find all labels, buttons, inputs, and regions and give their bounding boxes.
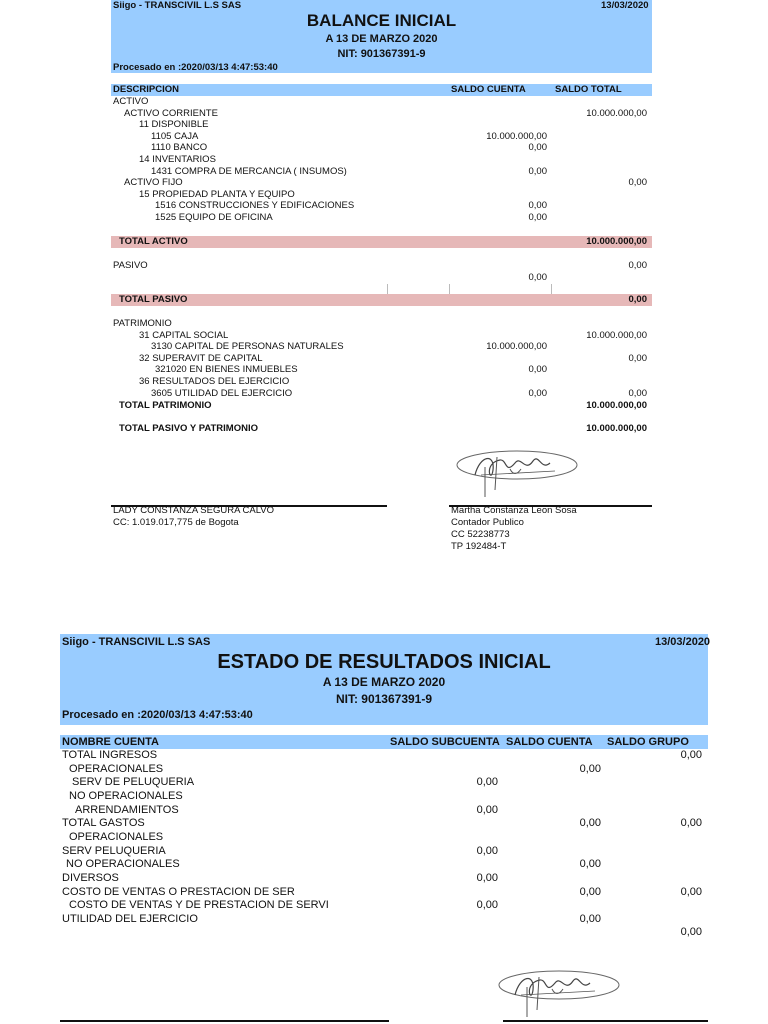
resultados-row-label: OPERACIONALES: [69, 762, 164, 775]
resultados-date: 13/03/2020: [655, 636, 711, 648]
resultados-row-label: SERV PELUQUERIA: [62, 844, 166, 857]
resultados-row-label: NO OPERACIONALES: [66, 858, 180, 871]
resultados-row-label: DIVERSOS: [62, 871, 119, 884]
balance-row-cuenta: 10.000.000,00: [486, 130, 547, 142]
total-pasivo-label: TOTAL PASIVO: [119, 294, 188, 305]
pasivo-tick-3: [551, 284, 552, 294]
resultados-subtitle: A 13 DE MARZO 2020: [322, 675, 446, 689]
balance-processed: Procesado en :2020/03/13 4:47:53:40: [113, 62, 278, 73]
resultados-row-grupo: 0,00: [680, 926, 702, 939]
resultados-row-cuenta: 0,00: [579, 762, 601, 775]
pasivo-tick-2: [449, 284, 450, 294]
balance-row-label: ACTIVO CORRIENTE: [124, 107, 218, 119]
total-patrimonio-value: 10.000.000,00: [586, 400, 647, 411]
balance-row-label: 15 PROPIEDAD PLANTA Y EQUIPO: [139, 188, 295, 200]
total-activo-value: 10.000.000,00: [586, 236, 647, 247]
pasivo-label: PASIVO: [113, 260, 148, 271]
resultados-row-label: COSTO DE VENTAS Y DE PRESTACION DE SERVI: [69, 899, 329, 912]
patrimonio-row-total: 0,00: [628, 387, 647, 399]
resultados-row-grupo: 0,00: [680, 885, 702, 898]
resultados-row-subcuenta: 0,00: [476, 803, 498, 816]
resultados-row-grupo: 0,00: [680, 749, 702, 761]
patrimonio-row-label: 32 SUPERAVIT DE CAPITAL: [139, 352, 263, 364]
resultados-row-subcuenta: 0,00: [476, 776, 498, 789]
patrimonio-row-label: 321020 EN BIENES INMUEBLES: [155, 364, 298, 376]
balance-row-cuenta: 0,00: [528, 212, 547, 223]
balance-row-label: 1110 BANCO: [151, 142, 208, 154]
balance-row-cuenta: 0,00: [528, 142, 547, 154]
signer-right-cc: CC 52238773: [451, 529, 510, 540]
resultados-row-grupo: 0,00: [680, 817, 702, 830]
signer-right-tp: TP 192484-T: [451, 541, 507, 552]
patrimonio-row-total: 10.000.000,00: [586, 329, 647, 341]
total-pasivo-value: 0,00: [628, 294, 647, 305]
signature-icon: [495, 965, 625, 1020]
total-activo-bar: [111, 236, 652, 248]
resultados-signature-line-right: [503, 1020, 708, 1022]
balance-row-label: ACTIVO FIJO: [124, 177, 183, 189]
balance-row-label: 1525 EQUIPO DE OFICINA: [155, 212, 273, 223]
balance-row-label: 1105 CAJA: [151, 130, 199, 142]
col-nombre-cuenta: NOMBRE CUENTA: [62, 736, 159, 748]
col-saldo-total: SALDO TOTAL: [555, 84, 622, 95]
pasivo-total: 0,00: [628, 260, 647, 271]
resultados-row-subcuenta: 0,00: [476, 899, 498, 912]
resultados-row-label: COSTO DE VENTAS O PRESTACION DE SER: [62, 885, 295, 898]
balance-nit: NIT: 901367391-9: [337, 48, 426, 60]
resultados-nit: NIT: 901367391-9: [335, 692, 433, 706]
resultados-company: Siigo - TRANSCIVIL L.S SAS: [62, 636, 211, 648]
signer-right-role: Contador Publico: [451, 517, 524, 528]
patrimonio-row-cuenta: 0,00: [528, 364, 547, 376]
balance-row-cuenta: 0,00: [528, 165, 547, 177]
resultados-row-cuenta: 0,00: [579, 817, 601, 830]
pasivo-tick-1: [387, 284, 388, 294]
col-descripcion: DESCRIPCION: [113, 84, 179, 95]
total-pasivo-patrimonio-label: TOTAL PASIVO Y PATRIMONIO: [119, 423, 258, 434]
pasivo-cuenta: 0,00: [528, 272, 547, 283]
col-saldo-subcuenta: SALDO SUBCUENTA: [390, 736, 500, 748]
balance-row-total: 10.000.000,00: [586, 107, 647, 119]
total-pasivo-patrimonio-value: 10.000.000,00: [586, 423, 647, 434]
balance-company: Siigo - TRANSCIVIL L.S SAS: [113, 0, 242, 11]
resultados-row-label: TOTAL INGRESOS: [62, 749, 158, 761]
resultados-row-label: TOTAL GASTOS: [62, 817, 145, 830]
resultados-row-label: OPERACIONALES: [69, 830, 164, 843]
resultados-row-cuenta: 0,00: [579, 858, 601, 871]
total-pasivo-bar: [111, 294, 652, 306]
balance-row-label: 14 INVENTARIOS: [139, 154, 216, 165]
total-patrimonio-label: TOTAL PATRIMONIO: [119, 400, 212, 411]
resultados-title: ESTADO DE RESULTADOS INICIAL: [217, 651, 551, 673]
signer-left-id: CC: 1.019.017,775 de Bogota: [113, 517, 239, 528]
resultados-row-subcuenta: 0,00: [476, 844, 498, 857]
col-saldo-cuenta: SALDO CUENTA: [451, 84, 526, 95]
balance-title: BALANCE INICIAL: [306, 11, 457, 30]
balance-date: 13/03/2020: [601, 0, 649, 11]
signer-left-name: LADY CONSTANZA SEGURA CALVO: [113, 505, 275, 516]
col-saldo-grupo: SALDO GRUPO: [607, 736, 689, 748]
resultados-row-label: ARRENDAMIENTOS: [75, 803, 179, 816]
resultados-row-cuenta: 0,00: [579, 912, 601, 925]
balance-row-label: 1516 CONSTRUCCIONES Y EDIFICACIONES: [155, 200, 355, 212]
signer-right-name: Martha Constanza Leon Sosa: [451, 505, 577, 516]
resultados-row-label: SERV DE PELUQUERIA: [72, 776, 195, 789]
patrimonio-row-label: 3605 UTILIDAD DEL EJERCICIO: [151, 387, 293, 399]
resultados-row-cuenta: 0,00: [579, 885, 601, 898]
patrimonio-row-cuenta: 0,00: [528, 387, 547, 399]
patrimonio-row-total: 0,00: [628, 352, 647, 364]
balance-row-total: 0,00: [628, 177, 647, 189]
balance-subtitle: A 13 DE MARZO 2020: [325, 33, 438, 45]
balance-row-cuenta: 0,00: [528, 200, 547, 212]
signature-icon: [455, 445, 585, 500]
resultados-row-subcuenta: 0,00: [476, 871, 498, 884]
resultados-processed: Procesado en :2020/03/13 4:47:53:40: [62, 709, 253, 721]
resultados-signature-line-left: [60, 1020, 389, 1022]
patrimonio-row-label: 36 RESULTADOS DEL EJERCICIO: [139, 376, 290, 387]
patrimonio-row-cuenta: 10.000.000,00: [486, 341, 547, 353]
balance-row-label: 11 DISPONIBLE: [139, 119, 209, 131]
total-activo-label: TOTAL ACTIVO: [119, 236, 188, 247]
patrimonio-row-label: 3130 CAPITAL DE PERSONAS NATURALES: [151, 341, 344, 353]
balance-row-label: 1431 COMPRA DE MERCANCIA ( INSUMOS): [151, 165, 347, 177]
balance-row-label: ACTIVO: [113, 96, 149, 107]
patrimonio-row-label: 31 CAPITAL SOCIAL: [139, 329, 229, 341]
resultados-row-label: UTILIDAD DEL EJERCICIO: [62, 912, 198, 925]
col-saldo-cuenta-res: SALDO CUENTA: [506, 736, 593, 748]
resultados-row-label: NO OPERACIONALES: [69, 789, 183, 802]
patrimonio-row-label: PATRIMONIO: [113, 318, 172, 329]
